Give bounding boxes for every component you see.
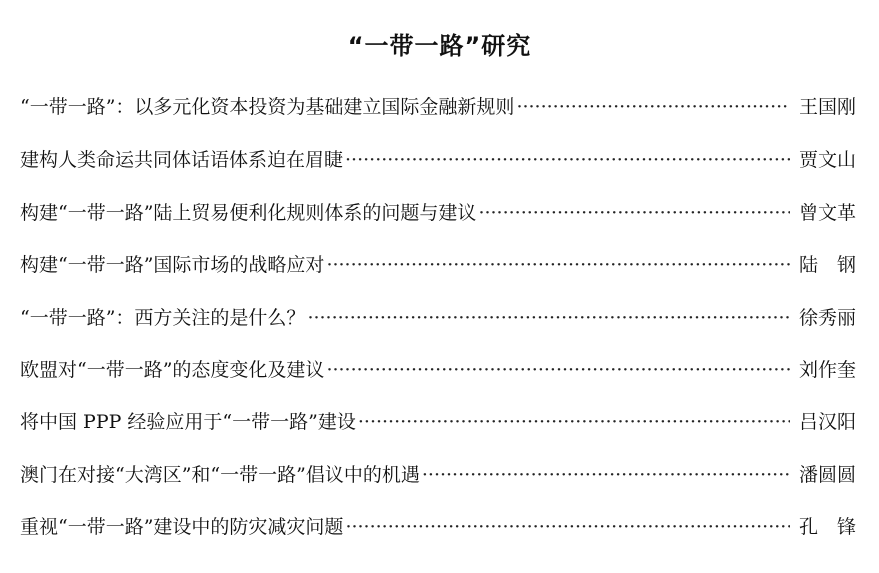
- dot-leader: [422, 461, 790, 489]
- toc-entry-author: 曾文革: [798, 202, 856, 224]
- toc-entry-author: 孔 锋: [798, 516, 856, 538]
- toc-entry-title: 构建“一带一路”国际市场的战略应对: [20, 254, 325, 276]
- dot-leader: [358, 408, 790, 436]
- toc-entry-author: 吕汉阳: [798, 411, 856, 433]
- toc-entry[interactable]: [20, 199, 856, 227]
- toc-entry[interactable]: [20, 304, 856, 332]
- toc-entry-title: “一带一路”：以多元化资本投资为基础建立国际金融新规则: [20, 96, 515, 118]
- toc-entry-title: 重视“一带一路”建设中的防灾减灾问题: [20, 516, 344, 538]
- toc-entry-title: 澳门在对接“大湾区”和“一带一路”倡议中的机遇: [20, 464, 420, 486]
- dot-leader: [345, 146, 790, 174]
- dot-leader: [307, 304, 790, 332]
- toc-entry[interactable]: [20, 408, 856, 436]
- toc-entry-author: 王国刚: [798, 96, 856, 118]
- toc-entry-title: “一带一路”：西方关注的是什么？: [20, 307, 306, 329]
- toc-entry-author: 刘作奎: [798, 359, 856, 381]
- dot-leader: [516, 93, 790, 121]
- toc-entry-title: 欧盟对“一带一路”的态度变化及建议: [20, 359, 325, 381]
- toc-entry-title: 建构人类命运共同体话语体系迫在眉睫: [20, 149, 344, 171]
- toc-entry-author: 贾文山: [798, 149, 856, 171]
- dot-leader: [478, 199, 790, 227]
- toc-entry[interactable]: [20, 461, 856, 489]
- toc-entry-author: 潘圆圆: [798, 464, 856, 486]
- toc-entry[interactable]: [20, 251, 856, 279]
- dot-leader: [326, 251, 790, 279]
- toc-entry-title: 将中国 PPP 经验应用于“一带一路”建设: [20, 411, 356, 433]
- toc-entry-author: 徐秀丽: [798, 307, 856, 329]
- toc-entry[interactable]: [20, 93, 856, 121]
- toc-entry[interactable]: [20, 146, 856, 174]
- toc-entry[interactable]: [20, 356, 856, 384]
- toc-entry[interactable]: [20, 513, 856, 541]
- toc-entry-title: 构建“一带一路”陆上贸易便利化规则体系的问题与建议: [20, 202, 477, 224]
- page-title: “一带一路”研究: [347, 32, 532, 60]
- dot-leader: [345, 513, 790, 541]
- dot-leader: [326, 356, 790, 384]
- toc-entry-author: 陆 钢: [798, 254, 856, 276]
